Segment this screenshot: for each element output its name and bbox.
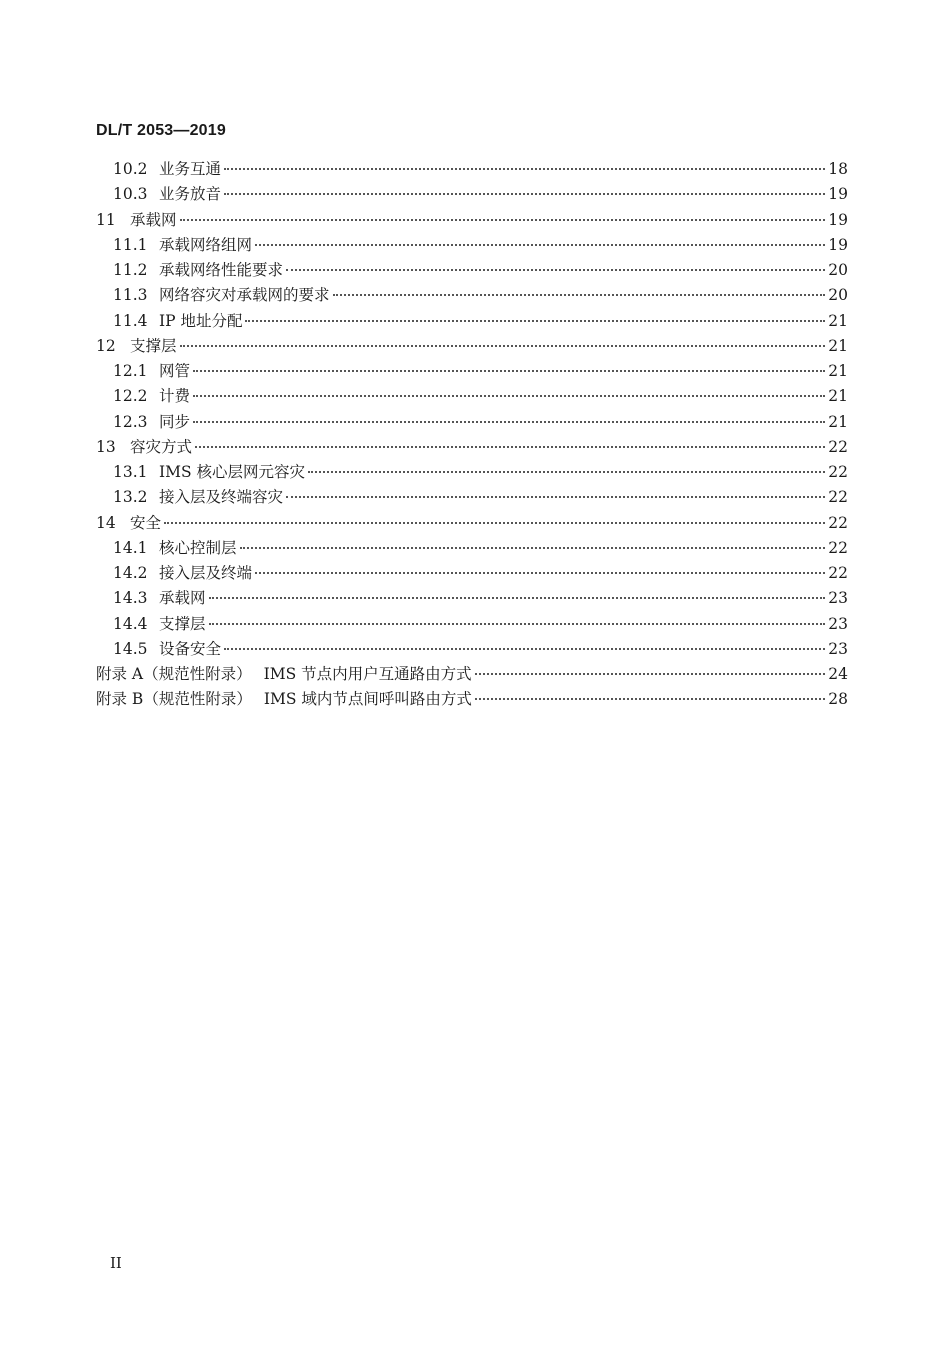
dot-leader	[475, 673, 826, 675]
toc-entry-title: 接入层及终端容灾	[159, 488, 284, 507]
toc-entry[interactable]	[96, 511, 848, 536]
document-header: DL/T 2053—2019	[96, 122, 226, 139]
toc-entry-title: 网管	[159, 362, 191, 380]
toc-entry-number: 附录 A（规范性附录）	[96, 665, 252, 683]
toc-entry-title: 设备安全	[159, 639, 222, 658]
toc-entry[interactable]	[96, 435, 848, 460]
toc-entry[interactable]	[96, 384, 848, 409]
toc-entry[interactable]	[96, 157, 848, 182]
dot-leader	[193, 370, 825, 372]
toc-entry[interactable]	[96, 359, 848, 384]
toc-entry-title: 安全	[130, 513, 162, 532]
dot-leader	[164, 522, 825, 524]
toc-entry-page: 21	[828, 362, 848, 380]
toc-entry-page: 19	[828, 210, 848, 229]
toc-entry[interactable]	[96, 460, 848, 485]
toc-entry-page: 20	[828, 261, 848, 279]
dot-leader	[195, 446, 825, 448]
toc-entry-number: 12	[96, 336, 116, 355]
toc-entry-page: 20	[828, 286, 848, 305]
toc-entry[interactable]	[96, 561, 848, 586]
toc-entry-number: 14.5	[113, 639, 148, 658]
dot-leader	[224, 193, 825, 195]
toc-entry[interactable]	[96, 662, 848, 687]
toc-entry-number: 10.3	[113, 185, 148, 204]
toc-entry-page: 22	[828, 488, 848, 507]
toc-entry-number: 11	[96, 210, 116, 229]
toc-entry-number: 附录 B（规范性附录）	[96, 690, 252, 709]
dot-leader	[245, 320, 825, 322]
toc-entry-title: IMS 核心层网元容灾	[159, 463, 306, 481]
toc-entry-page: 22	[828, 513, 848, 532]
toc-entry[interactable]	[96, 536, 848, 561]
toc-entry-number: 14.4	[113, 614, 148, 633]
toc-entry[interactable]	[96, 586, 848, 611]
toc-entry-page: 22	[828, 564, 848, 582]
toc-entry-title: 承载网	[130, 210, 177, 229]
toc-entry[interactable]	[96, 410, 848, 435]
toc-entry-page: 19	[828, 185, 848, 204]
toc-entry-number: 10.2	[113, 160, 148, 178]
dot-leader	[209, 623, 826, 625]
toc-entry[interactable]	[96, 637, 848, 662]
toc-entry-title: 承载网络组网	[159, 235, 253, 254]
toc-entry-title: 业务互通	[159, 160, 222, 178]
toc-entry-page: 22	[828, 463, 848, 481]
page-number: II	[110, 1254, 122, 1272]
toc-entry-page: 24	[828, 665, 848, 683]
toc-entry-number: 14.1	[113, 538, 148, 557]
toc-entry-page: 21	[828, 336, 848, 355]
toc-entry-title: 同步	[159, 412, 191, 431]
toc-entry-page: 23	[828, 589, 848, 608]
toc-entry-title: 业务放音	[159, 185, 222, 204]
toc-entry-number: 12.1	[113, 362, 148, 380]
toc-entry-number: 12.2	[113, 387, 148, 406]
toc-entry-title: IMS 节点内用户互通路由方式	[263, 665, 472, 683]
toc-entry[interactable]	[96, 612, 848, 637]
dot-leader	[255, 572, 825, 574]
dot-leader	[475, 698, 825, 700]
toc-entry-title: 核心控制层	[159, 538, 237, 557]
toc-entry[interactable]	[96, 283, 848, 308]
toc-entry[interactable]	[96, 258, 848, 283]
toc-entry-page: 28	[828, 690, 848, 709]
toc-entry-page: 21	[828, 387, 848, 406]
toc-entry-number: 12.3	[113, 412, 148, 431]
toc-entry-number: 11.1	[113, 235, 148, 254]
toc-entry-number: 13.1	[113, 463, 148, 481]
toc-entry-page: 22	[828, 437, 848, 456]
dot-leader	[240, 547, 826, 549]
toc-entry-title: 承载网络性能要求	[159, 261, 284, 279]
toc-entry-page: 21	[828, 311, 848, 330]
toc-entry-page: 22	[828, 538, 848, 557]
toc-entry-page: 18	[828, 160, 848, 178]
toc-entry-number: 14	[96, 513, 116, 532]
toc-entry-title: 承载网	[159, 589, 206, 608]
dot-leader	[224, 168, 825, 170]
toc-entry-title: 网络容灾对承载网的要求	[159, 286, 330, 305]
toc-entry-title: IP 地址分配	[159, 311, 243, 330]
dot-leader	[193, 421, 825, 423]
toc-entry[interactable]	[96, 309, 848, 334]
dot-leader	[333, 294, 826, 296]
dot-leader	[255, 244, 825, 246]
toc-entry-number: 11.4	[113, 311, 148, 330]
dot-leader	[209, 597, 826, 599]
toc-entry-page: 21	[828, 412, 848, 431]
dot-leader	[308, 471, 825, 473]
toc-entry-number: 11.3	[113, 286, 148, 305]
dot-leader	[224, 648, 825, 650]
toc-entry-page: 23	[828, 614, 848, 633]
table-of-contents	[96, 157, 848, 713]
toc-entry[interactable]	[96, 233, 848, 258]
toc-entry-title: 支撑层	[159, 614, 206, 633]
dot-leader	[180, 219, 826, 221]
toc-entry-page: 23	[828, 639, 848, 658]
toc-entry-number: 14.2	[113, 564, 148, 582]
toc-entry-number: 13.2	[113, 488, 148, 507]
toc-entry-title: 容灾方式	[130, 437, 193, 456]
dot-leader	[193, 395, 825, 397]
toc-entry-title: IMS 域内节点间呼叫路由方式	[263, 690, 472, 709]
dot-leader	[286, 269, 825, 271]
toc-entry-title: 支撑层	[130, 336, 177, 355]
toc-entry[interactable]	[96, 687, 848, 712]
toc-entry[interactable]	[96, 182, 848, 207]
toc-entry[interactable]	[96, 334, 848, 359]
toc-entry-number: 13	[96, 437, 116, 456]
dot-leader	[180, 345, 826, 347]
toc-entry-number: 14.3	[113, 589, 148, 608]
toc-entry-title: 接入层及终端	[159, 564, 253, 582]
toc-entry[interactable]	[96, 208, 848, 233]
toc-entry[interactable]	[96, 485, 848, 510]
dot-leader	[286, 496, 825, 498]
toc-entry-title: 计费	[159, 387, 191, 406]
toc-entry-number: 11.2	[113, 261, 148, 279]
toc-entry-page: 19	[828, 235, 848, 254]
